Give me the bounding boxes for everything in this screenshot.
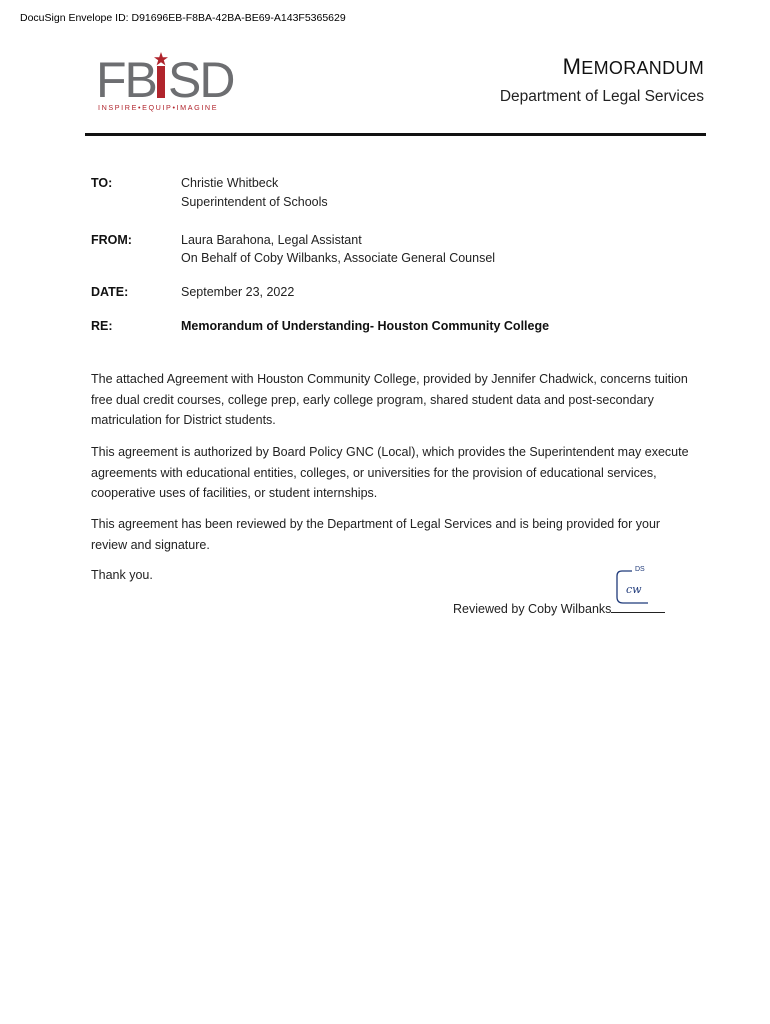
date-label: DATE:	[91, 285, 129, 299]
logo-tagline: INSPIRE•EQUIP•IMAGINE	[98, 103, 219, 112]
to-label: TO:	[91, 176, 113, 190]
signature-initials: cw	[626, 583, 642, 596]
body-paragraph-1: The attached Agreement with Houston Community College, provided by Jennifer Chadwick, concerns tuition free dual credit courses, college prep, early college program, shared student data and post-secondary matriculation for District students.	[91, 372, 688, 427]
from-name: Laura Barahona, Legal Assistant	[181, 233, 362, 247]
department-name: Department of Legal Services	[499, 88, 704, 105]
body-paragraph-2: This agreement is authorized by Board Policy GNC (Local), which provides the Superintendent may execute agreements with educational entities, colleges, or universities for the provision of educational services, cooperative uses of facilities, or student internships.	[91, 445, 689, 500]
header-divider	[85, 133, 706, 136]
fbisd-logo-graphic	[96, 52, 242, 112]
memo-title: MEMORANDUM	[562, 54, 704, 79]
docusign-envelope-id: DocuSign Envelope ID: D91696EB-F8BA-42BA-BE69-A143F5365629	[20, 12, 346, 24]
from-label: FROM:	[91, 233, 132, 247]
closing-thanks: Thank you.	[91, 568, 153, 582]
body-paragraph-3: This agreement has been reviewed by the Department of Legal Services and is being provided for your review and signature.	[91, 517, 661, 552]
reviewed-by-text: Reviewed by Coby Wilbanks	[453, 602, 612, 616]
svg-text:SD: SD	[168, 52, 234, 108]
docusign-ds-label: DS	[635, 566, 645, 573]
to-name: Christie Whitbeck	[181, 176, 279, 190]
signature-underline	[611, 600, 665, 613]
reviewed-by-line	[453, 600, 665, 616]
from-behalf: On Behalf of Coby Wilbanks, Associate General Counsel	[181, 251, 496, 265]
fbisd-logo	[96, 52, 242, 112]
re-label: RE:	[91, 319, 113, 333]
date-value: September 23, 2022	[181, 285, 295, 299]
to-title: Superintendent of Schools	[181, 195, 328, 209]
svg-text:FB: FB	[96, 52, 156, 108]
re-subject: Memorandum of Understanding- Houston Community College	[181, 319, 550, 333]
